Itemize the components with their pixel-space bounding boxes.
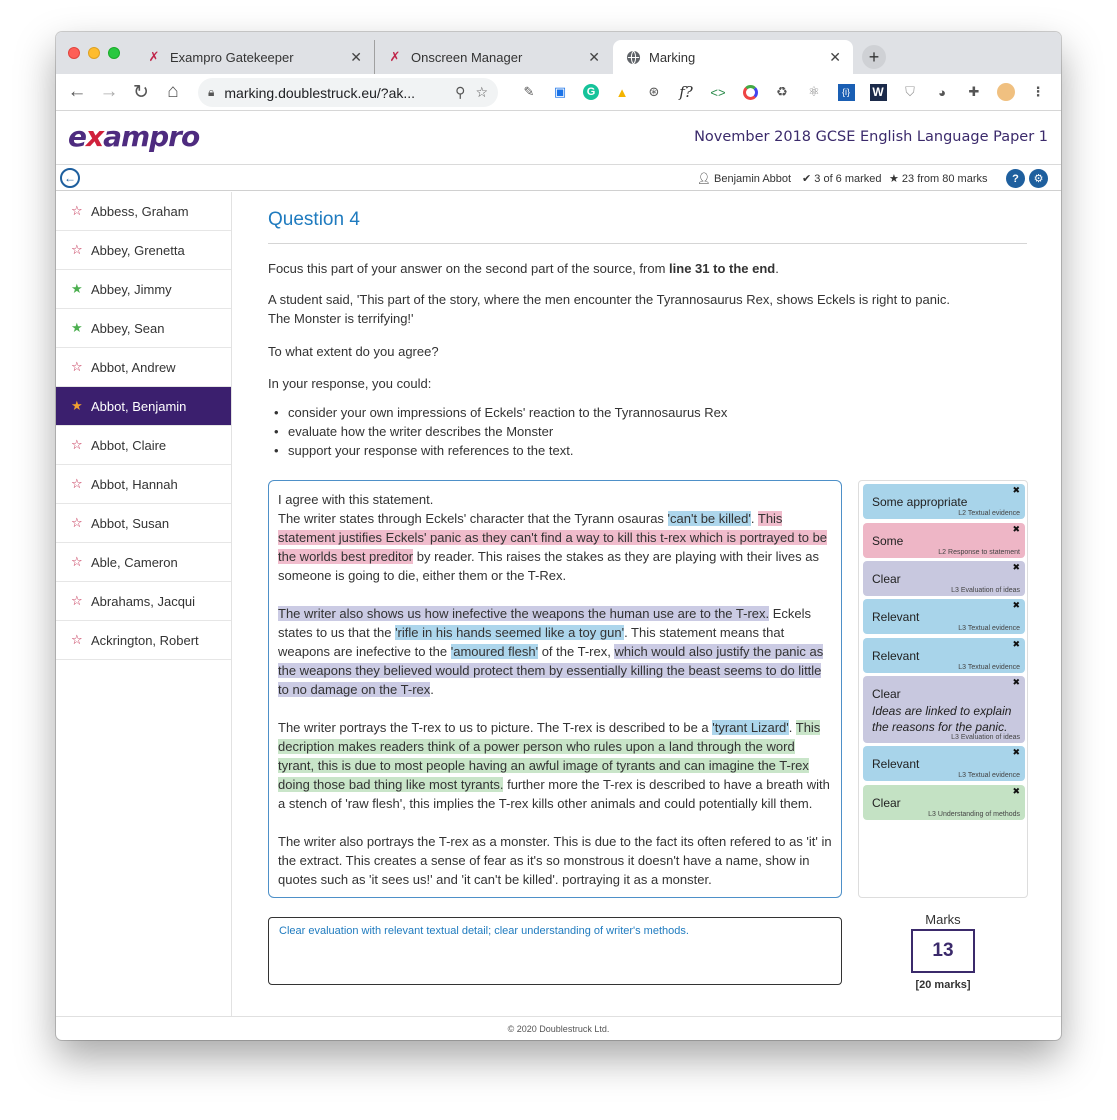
address-bar[interactable] xyxy=(198,78,498,107)
annotation-card[interactable] xyxy=(863,523,1025,558)
annotation-level: L2 Textual evidence xyxy=(958,510,1020,517)
star-icon[interactable]: ☆ xyxy=(71,242,83,257)
question-focus: Focus this part of your answer on the second part of the source, from line 31 to the end. xyxy=(268,261,779,276)
examiner-comment-field[interactable]: Clear evaluation with relevant textual detail; clear understanding of writer's methods. xyxy=(268,917,842,985)
candidate-item[interactable] xyxy=(56,348,231,387)
close-window-button[interactable] xyxy=(68,47,80,59)
lock-icon: 🔒︎ xyxy=(208,85,215,99)
check-circle-icon: ✔ xyxy=(802,173,815,185)
json-extension-icon[interactable]: {i} xyxy=(836,82,856,102)
footer-copyright: © 2020 Doublestruck Ltd. xyxy=(56,1016,1061,1040)
shield-extension-icon[interactable]: ⛉ xyxy=(905,84,915,99)
react-extension-icon[interactable]: ⚛ xyxy=(808,84,820,99)
annotation-card[interactable] xyxy=(863,676,1025,743)
candidate-item[interactable] xyxy=(56,231,231,270)
annotation-card[interactable] xyxy=(863,561,1025,596)
question-bullet: • support your response with references to the text. xyxy=(288,443,573,458)
highlight[interactable]: 'rifle in his hands seemed like a toy gun' xyxy=(395,625,625,640)
ufo-extension-icon[interactable]: ⊛ xyxy=(648,84,660,99)
annotation-label: Clear xyxy=(872,796,901,810)
candidate-item[interactable] xyxy=(56,192,231,231)
candidate-item[interactable] xyxy=(56,504,231,543)
close-icon[interactable]: ✖ xyxy=(1012,677,1020,687)
candidate-name: Abbot, Claire xyxy=(91,437,167,453)
minimize-window-button[interactable] xyxy=(88,47,100,59)
candidate-name: Able, Cameron xyxy=(91,554,178,570)
candidate-name: Abrahams, Jacqui xyxy=(91,593,196,609)
help-button[interactable]: ? xyxy=(1006,169,1025,188)
highlight[interactable]: This decription makes readers think of a power person who rules upon a land through the word tyrant, this is due to most people having an awful image of tyrants and can imagine the T-rex doing those bad thing like most tyrants. xyxy=(278,720,821,792)
annotation-level: L3 Evaluation of ideas xyxy=(951,587,1020,594)
star-icon: ★ xyxy=(889,173,902,185)
annotation-level: L3 Textual evidence xyxy=(958,772,1020,779)
info-bar xyxy=(56,165,1061,191)
exampro-logo[interactable]: exampro xyxy=(68,120,200,153)
marked-count: ✔ 3 of 6 marked xyxy=(802,173,882,185)
answer-paragraph: The writer portrays the T-rex to us to picture. The T-rex is described to be a 'tyrant Lizard'. This decription makes readers think of a power person who rules upon a land through the word tyrant, this is due to most people having an awful image of tyrants and can imagine the T-rex doing those bad thing like most tyrants. further more the T-rex is described to have a breath with a stench of 'raw flesh', this implies the T-rex kills other animals and could potentially kill them. xyxy=(278,720,830,811)
candidate-item[interactable] xyxy=(56,426,231,465)
star-icon[interactable]: ☆ xyxy=(71,437,83,452)
close-icon[interactable]: ✖ xyxy=(1012,485,1020,495)
annotation-level: L3 Textual evidence xyxy=(958,625,1020,632)
url-text: marking.doublestruck.eu/?ak... xyxy=(224,84,416,101)
marks-label: Marks xyxy=(925,912,961,927)
exampro-favicon-icon: ✗ xyxy=(389,49,401,64)
close-icon[interactable]: ✖ xyxy=(1012,639,1020,649)
answer-paragraph: The writer also shows us how inefective the weapons the human use are to the T-rex. Eckels states to us that the 'rifle in his hands seemed like a toy gun'. This statement means that weapons are inefective to the 'amoured flesh' of the T-rex, which would also justify the panic as the weapons they believed would protect them by essentially killing the beast seems to do little to no damage on the T-rex. xyxy=(278,606,824,697)
candidate-name: Abbot, Hannah xyxy=(91,476,178,492)
annotation-card[interactable] xyxy=(863,484,1025,519)
candidate-name: Abbot, Andrew xyxy=(91,359,176,375)
annotation-label: Relevant xyxy=(872,610,920,624)
drive-extension-icon[interactable]: ▲ xyxy=(615,84,629,100)
highlight[interactable]: 'can't be killed' xyxy=(667,511,751,526)
close-icon[interactable]: ✖ xyxy=(1012,747,1020,757)
annotation-card[interactable] xyxy=(863,746,1025,781)
annotation-label: Some xyxy=(872,534,904,548)
annotation-label: Relevant xyxy=(872,757,920,771)
forward-arrow-icon[interactable]: → xyxy=(99,81,119,102)
back-circle-arrow-icon[interactable]: ← xyxy=(60,168,80,188)
highlight[interactable]: 'tyrant Lizard' xyxy=(712,720,789,735)
marking-panel xyxy=(232,192,1061,1016)
candidate-name: Ackrington, Robert xyxy=(91,632,199,648)
star-icon[interactable]: ☆ xyxy=(71,476,83,491)
highlight[interactable]: 'amoured flesh' xyxy=(450,644,539,659)
close-icon[interactable]: ✕ xyxy=(350,48,362,65)
new-tab-button[interactable]: + xyxy=(862,45,886,69)
star-icon[interactable]: ☆ xyxy=(71,203,83,218)
question-could: In your response, you could: xyxy=(268,376,432,391)
highlight[interactable]: This statement justifies Eckels' panic as they can't find a way to kill this t-rex which is portrayed to be the worlds best preditor xyxy=(278,511,828,564)
annotation-comment: Ideas are linked to explain the reasons for the panic. xyxy=(872,704,1012,734)
menu-kebab-icon[interactable]: ⋮ xyxy=(1031,84,1045,99)
candidate-name: Abbey, Grenetta xyxy=(91,242,185,258)
candidate-item-selected[interactable] xyxy=(56,387,231,426)
annotation-label: Relevant xyxy=(872,649,920,663)
annotation-level: L3 Evaluation of ideas xyxy=(951,734,1020,741)
exampro-favicon-icon: ✗ xyxy=(148,49,160,64)
candidate-item[interactable] xyxy=(56,309,231,348)
eyedropper-extension-icon[interactable]: ✎ xyxy=(523,84,535,99)
zoom-icon[interactable]: ⚲ xyxy=(455,84,466,100)
candidate-item[interactable] xyxy=(56,270,231,309)
exam-title: November 2018 GCSE English Language Paper 1 xyxy=(694,129,1048,145)
annotation-label: Clear xyxy=(872,572,901,586)
browser-toolbar xyxy=(56,74,1061,111)
candidate-name: Abbot, Benjamin xyxy=(91,398,187,414)
reader-extension-icon[interactable]: ▣ xyxy=(553,84,567,99)
annotation-card[interactable] xyxy=(863,599,1025,634)
home-icon[interactable]: ⌂ xyxy=(167,81,179,102)
star-icon[interactable]: ★ xyxy=(71,320,83,335)
annotation-label: Some appropriate xyxy=(872,495,968,509)
marks-total: [20 marks] xyxy=(915,979,971,991)
candidate-name: Abbess, Graham xyxy=(91,203,189,219)
highlight[interactable]: which would also justify the panic as the weapons they believed would protect them by essentially killing the beast seems to do little to no damage on the T-rex xyxy=(278,644,824,697)
student-answer[interactable] xyxy=(268,480,842,898)
candidate-name: Abbey, Sean xyxy=(91,320,165,336)
recycle-extension-icon[interactable]: ♻ xyxy=(776,84,788,99)
tab-exampro-gatekeeper[interactable] xyxy=(134,40,374,74)
question-extent: To what extent do you agree? xyxy=(268,344,439,359)
user-icon: 👤︎ xyxy=(697,173,715,185)
answer-paragraph: The writer also portrays the T-rex as a monster. This is due to the fact its often refered to as 'it' in the extract. This creates a sense of fear as it's so monstrous it doesn't have a name, show in quotes such as 'it sees us!' and 'it can't be killed'. portraying it as a monster. xyxy=(278,834,832,887)
annotation-level: L2 Response to statement xyxy=(938,549,1020,556)
mark-input[interactable]: 13 xyxy=(911,929,975,973)
candidate-item[interactable] xyxy=(56,543,231,582)
close-icon[interactable]: ✕ xyxy=(588,48,600,65)
tab-label: Onscreen Manager xyxy=(411,49,523,65)
annotation-card[interactable] xyxy=(863,785,1025,820)
globe-icon xyxy=(625,49,641,65)
candidate-list xyxy=(56,192,232,1016)
tab-strip xyxy=(56,32,1061,74)
answer-paragraph: I agree with this statement. The writer states through Eckels' character that the Tyrann osauras 'can't be killed'. This statement justifies Eckels' panic as they can't find a way to kill this t-rex which is portrayed to be the worlds best preditor by reader. This raises the stakes as they are playing with their lives as someone is going to die, either them or the T-Rex. xyxy=(278,492,828,583)
puzzle-extensions-icon[interactable]: ✚ xyxy=(968,84,980,99)
browser-window xyxy=(56,32,1061,1040)
annotation-level: L3 Textual evidence xyxy=(958,664,1020,671)
tab-label: Marking xyxy=(649,49,696,65)
question-title: Question 4 xyxy=(268,209,360,230)
examiner-name: 👤︎ Benjamin Abbot xyxy=(697,173,792,185)
maximize-window-button[interactable] xyxy=(108,47,120,59)
candidate-item[interactable] xyxy=(56,621,231,660)
annotation-label: Clear xyxy=(872,687,901,701)
candidate-item[interactable] xyxy=(56,465,231,504)
candidate-item[interactable] xyxy=(56,582,231,621)
profile-avatar-icon[interactable] xyxy=(996,82,1016,102)
close-icon[interactable]: ✖ xyxy=(1012,786,1020,796)
close-icon[interactable]: ✖ xyxy=(1012,562,1020,572)
back-arrow-icon[interactable]: ← xyxy=(67,81,87,102)
annotations-panel xyxy=(858,480,1028,898)
w-extension-icon[interactable]: W xyxy=(868,82,888,102)
bookmark-star-icon[interactable]: ☆ xyxy=(475,84,488,100)
star-icon[interactable]: ★ xyxy=(71,398,83,413)
close-icon[interactable]: ✖ xyxy=(1012,600,1020,610)
close-icon[interactable]: ✕ xyxy=(829,48,841,65)
close-icon[interactable]: ✖ xyxy=(1012,524,1020,534)
candidate-name: Abbot, Susan xyxy=(91,515,170,531)
tab-onscreen-manager[interactable] xyxy=(374,40,612,74)
question-bullet: • evaluate how the writer describes the Monster xyxy=(288,424,553,439)
star-icon[interactable]: ☆ xyxy=(71,359,83,374)
question-quote: A student said, 'This part of the story, where the men encounter the Tyrannosaurus Rex, shows Eckels is right to panic. The Monster is terrifying!' xyxy=(268,292,950,326)
star-icon[interactable]: ☆ xyxy=(71,632,83,647)
annotation-card[interactable] xyxy=(863,638,1025,673)
marks-count: ★ 23 from 80 marks xyxy=(889,173,988,185)
tab-marking[interactable] xyxy=(613,40,853,74)
function-extension-icon[interactable]: f? xyxy=(679,83,693,101)
candidate-name: Abbey, Jimmy xyxy=(91,281,172,297)
question-bullet: • consider your own impressions of Eckels' reaction to the Tyrannosaurus Rex xyxy=(288,405,727,420)
divider xyxy=(268,243,1027,244)
grammarly-extension-icon[interactable]: G xyxy=(581,82,601,102)
timer-extension-icon[interactable]: ◕ xyxy=(938,84,946,100)
star-icon[interactable]: ☆ xyxy=(71,593,83,608)
star-icon[interactable]: ☆ xyxy=(71,515,83,530)
code-extension-icon[interactable]: <> xyxy=(710,84,726,100)
tab-label: Exampro Gatekeeper xyxy=(170,49,294,65)
star-icon[interactable]: ☆ xyxy=(71,554,83,569)
reload-icon[interactable]: ↻ xyxy=(133,81,149,103)
highlight[interactable]: The writer also shows us how inefective the weapons the human use are to the T-rex. xyxy=(278,606,770,621)
star-icon[interactable]: ★ xyxy=(71,281,83,296)
color-wheel-extension-icon[interactable] xyxy=(740,82,760,102)
app-header xyxy=(56,111,1061,165)
annotation-level: L3 Understanding of methods xyxy=(928,811,1020,818)
settings-gear-button[interactable]: ⚙ xyxy=(1029,169,1048,188)
